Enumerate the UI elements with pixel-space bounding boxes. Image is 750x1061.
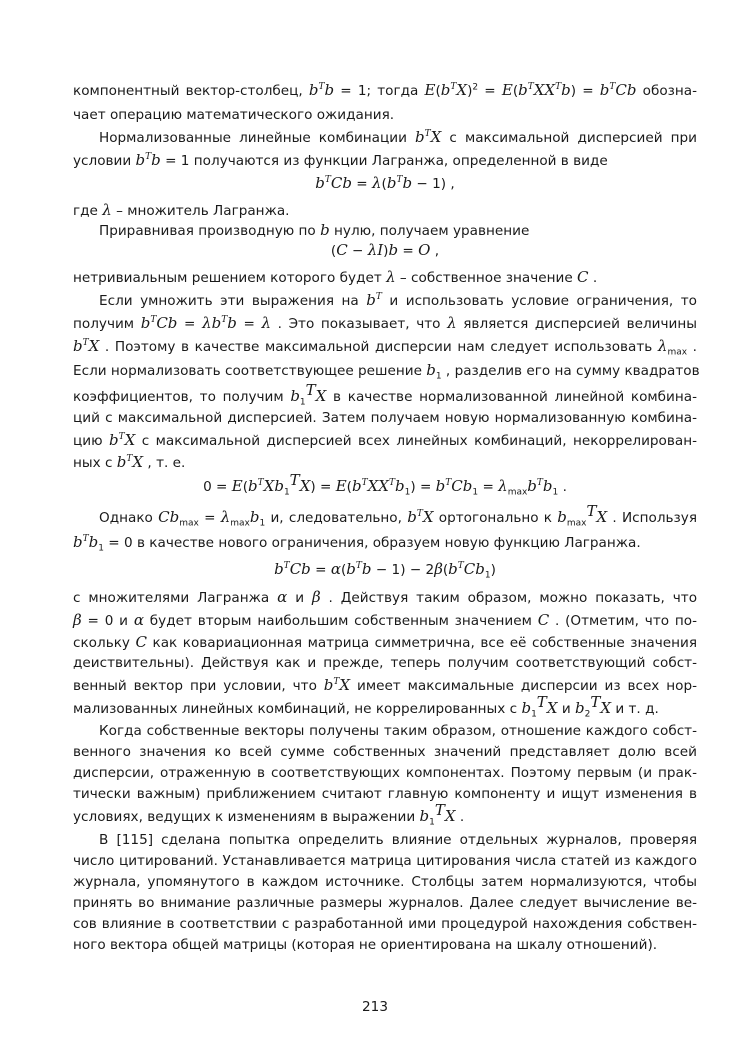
- text-line: компонентный вектор-столбец, $b^Tb = 1$; тогда $E(b^TX)^2 = E(b^TXX^Tb) = b^TCb$ обозна-: [73, 81, 697, 99]
- text-line: $b^Tb_1 = 0$ в качестве нового ограничения, образуем новую функцию Лагранжа.: [73, 533, 641, 554]
- equation: $0 = E(b^TXb_1^TX) = E(b^TXX^Tb_1) = b^TCb_1 = \lambda_{max}b^Tb_1$ .: [203, 471, 567, 498]
- text-line: сов влияние в соответствии с разработанной ими процедурой нахождения собствен-: [73, 916, 697, 932]
- text-line: коэффициентов, то получим $b_1^TX$ в качестве нормализованной линейной комбина-: [73, 381, 697, 408]
- text-line: дисперсии, отраженную в соответствующих компонентах. Поэтому первым (и прак-: [73, 765, 697, 781]
- text-line: с множителями Лагранжа α и β . Действуя таким образом, можно показать, что: [73, 588, 698, 606]
- text-line: Если умножить эти выражения на $b^T$ и использовать условие ограничения, то: [99, 291, 697, 309]
- text-line: чает операцию математического ожидания.: [73, 107, 395, 123]
- text-line: В [115] сделана попытка определить влияние отдельных журналов, проверяя: [99, 832, 697, 848]
- text-line: Если нормализовать соответствующее решение $b_1$ , разделив его на сумму квадратов: [73, 361, 700, 382]
- text-line: венного значения ко всей сумме собственных значений представляет долю всей: [73, 744, 697, 760]
- text-line: Когда собственные векторы получены таким образом, отношение каждого собст-: [99, 723, 697, 739]
- text-line: Приравнивая производную по b нулю, получаем уравнение: [99, 221, 530, 239]
- text-line: $b^TX$ . Поэтому в качестве максимальной дисперсии нам следует использовать $\lambda_{max}$ .: [73, 337, 697, 358]
- text-line: венный вектор при условии, что $b^TX$ имеет максимальные дисперсии из всех нор-: [73, 676, 697, 694]
- text-line: Нормализованные линейные комбинации $b^TX$ с максимальной дисперсией при: [99, 128, 697, 146]
- text-line: скольку C как ковариационная матрица симметрична, все её собственные значения: [73, 633, 698, 651]
- text-line: нетривиальным решением которого будет λ – собственное значение C .: [73, 268, 598, 286]
- text-line: журнала, упомянутого в каждом источнике. Столбцы затем нормализуются, чтобы: [73, 874, 697, 890]
- text-line: мализованных линейных комбинаций, не коррелированных с $b_1^TX$ и $b_2^TX$ и т. д.: [73, 693, 659, 720]
- equation: (C − λI)b = O ,: [330, 241, 440, 259]
- text-line: деиствительны). Действуя как и прежде, теперь получим соответствующий собст-: [73, 655, 697, 671]
- text-line: ций с максимальной дисперсией. Затем получаем новую нормализованную комбина-: [73, 410, 697, 426]
- text-line: тически важным) приближением считают главную компоненту и ищут изменения в: [73, 786, 697, 802]
- text-line: условии $b^Tb = 1$ получаются из функции Лагранжа, определенной в виде: [73, 151, 608, 169]
- text-line: условиях, ведущих к изменениям в выражении $b_1^TX$ .: [73, 801, 465, 828]
- text-line: β = 0 и α будет вторым наибольшим собственным значением C . (Отметим, что по-: [73, 611, 697, 629]
- equation: $b^TCb = \alpha(b^Tb - 1) - 2\beta(b^TCb_1)$: [274, 560, 496, 581]
- text-line: число цитирований. Устанавливается матрица цитирования числа статей из каждого: [73, 853, 697, 869]
- text-line: принять во внимание различные размеры журналов. Далее следует вычисление ве-: [73, 895, 697, 911]
- text-line: получим $b^TCb = \lambda b^Tb = \lambda$ . Это показывает, что λ является дисперсией величины: [73, 314, 697, 332]
- text-line: ного вектора общей матрицы (которая не ориентирована на шкалу отношений).: [73, 937, 658, 953]
- text-line: ных с $b^TX$ , т. е.: [73, 453, 186, 471]
- text-line: где λ – множитель Лагранжа.: [73, 201, 290, 219]
- page-number: 213: [362, 999, 388, 1015]
- text-line: Однако $Cb_{max} = \lambda_{max}b_1$ и, следовательно, $b^TX$ ортогонально к $b_{max}^TX$ . Используя: [99, 502, 697, 529]
- text-line: цию $b^TX$ с максимальной дисперсией всех линейных комбинаций, некоррелирован-: [73, 431, 697, 449]
- equation: $b^TCb = \lambda(b^Tb - 1)$ ,: [315, 174, 455, 192]
